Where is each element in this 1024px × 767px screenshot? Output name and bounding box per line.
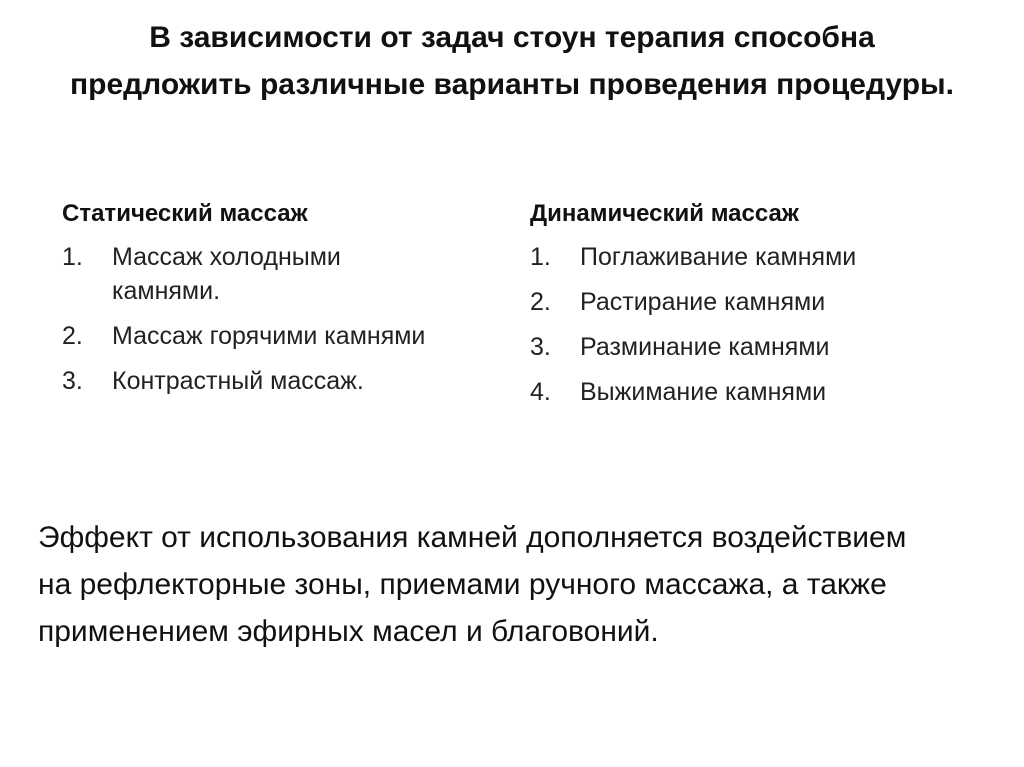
list-item — [530, 240, 990, 274]
list-item-number: 2. — [62, 322, 83, 350]
list-item — [530, 285, 990, 319]
static-massage-column — [62, 198, 482, 409]
list-item — [530, 375, 990, 409]
list-item-number: 3. — [62, 367, 83, 395]
static-massage-list — [62, 240, 482, 398]
list-item-text: Массаж холодными камнями. — [112, 243, 341, 305]
dynamic-massage-column — [530, 198, 990, 420]
list-item — [62, 240, 482, 308]
static-massage-heading: Статический массаж — [62, 200, 308, 227]
list-item-text: Поглаживание камнями — [580, 243, 857, 271]
list-item — [530, 330, 990, 364]
list-item-number: 1. — [62, 243, 83, 271]
list-item-number: 1. — [530, 243, 551, 271]
dynamic-massage-heading: Динамический массаж — [530, 200, 799, 227]
list-item-text: Разминание камнями — [580, 333, 830, 361]
list-item-number: 3. — [530, 333, 551, 361]
list-item-text: Массаж горячими камнями — [112, 322, 426, 350]
list-item-number: 4. — [530, 378, 551, 406]
list-item — [62, 319, 482, 353]
slide-title: В зависимости от задач стоун терапия способна предложить различные варианты проведения процедуры. — [70, 21, 954, 101]
dynamic-massage-list — [530, 240, 990, 409]
list-item — [62, 364, 482, 398]
list-item-text: Растирание камнями — [580, 288, 826, 316]
list-item-text: Выжимание камнями — [580, 378, 827, 406]
list-item-number: 2. — [530, 288, 551, 316]
list-item-text: Контрастный массаж. — [112, 367, 364, 395]
effect-description: Эффект от использования камней дополняется воздействием на рефлекторные зоны, приемами ручного массажа, а также применением эфирных масел и благовоний. — [38, 521, 907, 648]
